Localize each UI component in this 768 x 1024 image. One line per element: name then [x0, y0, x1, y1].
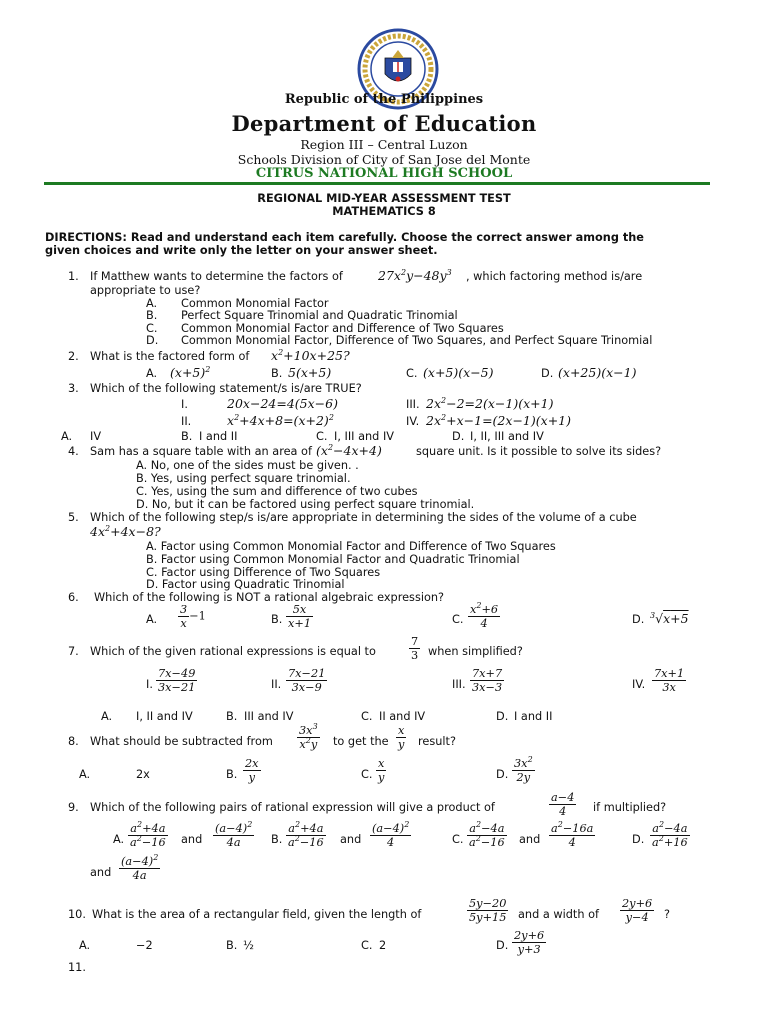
q8-text-c: result?	[418, 735, 456, 748]
q3-statement-iv: $2x^2+x-1=(2x-1)(x+1)$	[426, 413, 572, 428]
q9-option-a-first: $\frac{a^2+4a}{a^2-16}$	[130, 820, 166, 849]
q10-option-d: $\frac{2y+6}{y+3}$	[514, 929, 545, 956]
q10-option-d-letter: D.	[496, 939, 509, 952]
q3-answer-b: I and II	[199, 430, 238, 443]
q9-option-d-first: $\frac{a^2-4a}{a^2+16}$	[652, 820, 688, 849]
q8-option-c-letter: C.	[361, 768, 373, 781]
q1-option-c: Common Monomial Factor and Difference of Two Squares	[181, 322, 504, 335]
q8-option-a-letter: A.	[79, 768, 91, 781]
q7-expr-ii-label: II.	[271, 678, 282, 691]
q2-option-c: (x+5)(x−5)	[423, 365, 494, 380]
q5-expression: $4x^2+4x-8$?	[90, 524, 161, 539]
q10-option-b: ½	[243, 939, 254, 952]
q10-text-b: and a width of	[518, 908, 599, 921]
q1-text-a: If Matthew wants to determine the factors of	[90, 270, 343, 283]
q7-answer-c-letter: C.	[361, 710, 373, 723]
q3-statement-iii: $2x^2-2=2(x-1)(x+1)$	[426, 396, 554, 411]
q5-option-a: A. Factor using Common Monomial Factor and Difference of Two Squares	[146, 540, 556, 553]
q7-expr-ii: $\frac{7x-21}{3x-9}$	[288, 667, 326, 694]
q3-statement-ii-label: II.	[181, 415, 192, 428]
q3-statement-iii-label: III.	[406, 398, 420, 411]
q9-option-c-second: $\frac{a^2-16a}{4}$	[551, 820, 594, 849]
q8-option-b: $\frac{2x}{y}$	[245, 757, 259, 784]
q1-expression: $27x^2y-48y^3$	[378, 268, 452, 283]
q10-number: 10.	[68, 908, 86, 921]
q4-option-c: C. Yes, using the sum and difference of two cubes	[136, 485, 418, 498]
q8-number: 8.	[68, 735, 79, 748]
q3-number: 3.	[68, 382, 79, 395]
q9-option-b-second: $\frac{(a-4)^2}{4}$	[372, 820, 410, 849]
q8-option-a: 2x	[136, 768, 150, 781]
q8-expression: $\frac{3x^3}{x^2y}$	[299, 722, 318, 751]
q9-option-d-letter: D.	[632, 833, 645, 846]
region-line: Region III – Central Luzon	[300, 137, 468, 152]
q3-answer-a-letter: A.	[61, 430, 73, 443]
q9-product: $\frac{a-4}{4}$	[551, 791, 575, 818]
q9-option-c-letter: C.	[452, 833, 464, 846]
q9-text-b: if multiplied?	[593, 801, 667, 814]
q9-number: 9.	[68, 801, 79, 814]
q6-text: Which of the following is NOT a rational algebraic expression?	[94, 591, 445, 604]
q10-option-c-letter: C.	[361, 939, 373, 952]
q1-option-b: Perfect Square Trinomial and Quadratic Trinomial	[181, 309, 458, 322]
q1-option-b-letter: B.	[146, 309, 158, 322]
q3-answer-d-letter: D.	[452, 430, 465, 443]
q7-answer-a-letter: A.	[101, 710, 113, 723]
q3-statement-i-label: I.	[181, 398, 188, 411]
q4-option-d: D. No, but it can be factored using perfect square trinomial.	[136, 498, 475, 511]
q2-number: 2.	[68, 350, 79, 363]
q6-option-b: $\frac{5x}{x+1}$	[288, 603, 312, 630]
q2-option-d-letter: D.	[541, 367, 554, 380]
q7-target: $\frac{7}{3}$	[411, 635, 419, 662]
q11-number: 11.	[68, 961, 86, 974]
q4-option-a: A. No, one of the sides must be given. .	[136, 459, 359, 472]
q7-expr-iv: $\frac{7x+1}{3x}$	[654, 667, 685, 694]
q8-text-a: What should be subtracted from	[90, 735, 273, 748]
q2-option-b-letter: B.	[271, 367, 283, 380]
q4-text-b: square unit. Is it possible to solve its sides?	[416, 445, 662, 458]
q2-option-a-letter: A.	[146, 367, 158, 380]
q4-text-a: Sam has a square table with an area of	[90, 445, 312, 458]
q6-number: 6.	[68, 591, 79, 604]
q5-text: Which of the following step/s is/are appropriate in determining the sides of the volume of a cube	[90, 511, 637, 524]
q8-option-d: $\frac{3x^2}{2y}$	[514, 755, 533, 784]
q9-option-a-letter: A.	[113, 833, 125, 846]
q4-expression: $(x^2-4x+4)$	[316, 443, 382, 458]
q9-option-d-second: $\frac{(a-4)^2}{4a}$	[121, 853, 159, 882]
q2-option-a: $(x+5)^2$	[170, 365, 211, 380]
q8-option-d-letter: D.	[496, 768, 509, 781]
q1-option-c-letter: C.	[146, 322, 158, 335]
test-title: REGIONAL MID-YEAR ASSESSMENT TEST	[257, 192, 511, 205]
q4-option-b: B. Yes, using perfect square trinomial.	[136, 472, 351, 485]
q1-option-a-letter: A.	[146, 297, 158, 310]
q2-option-b: 5(x+5)	[288, 365, 332, 380]
q10-option-c: 2	[379, 939, 387, 952]
q2-expression: $x^2+10x+25$?	[271, 348, 350, 363]
q8-text-b: to get the	[333, 735, 389, 748]
q10-option-a-letter: A.	[79, 939, 91, 952]
q9-option-b-letter: B.	[271, 833, 283, 846]
q5-option-d: D. Factor using Quadratic Trinomial	[146, 578, 345, 591]
q9-option-c-first: $\frac{a^2-4a}{a^2-16}$	[469, 820, 505, 849]
q2-text: What is the factored form of	[90, 350, 250, 363]
q7-answer-d-letter: D.	[496, 710, 509, 723]
q1-text-b: , which factoring method is/are	[466, 270, 643, 283]
q9-text-a: Which of the following pairs of rational expression will give a product of	[90, 801, 495, 814]
q6-option-b-letter: B.	[271, 613, 283, 626]
q5-option-b: B. Factor using Common Monomial Factor and Quadratic Trinomial	[146, 553, 520, 566]
q7-number: 7.	[68, 645, 79, 658]
q1-number: 1.	[68, 270, 79, 283]
q6-option-d-letter: D.	[632, 613, 645, 626]
q9-option-b-and: and	[340, 833, 362, 846]
q10-width: $\frac{2y+6}{y-4}$	[622, 897, 653, 924]
q9-option-d-and: and	[90, 866, 112, 879]
header-divider	[44, 182, 710, 185]
q1-option-d-letter: D.	[146, 334, 159, 347]
q7-answer-b: III and IV	[244, 710, 294, 723]
q9-option-c-and: and	[519, 833, 541, 846]
q3-answer-c-letter: C.	[316, 430, 328, 443]
q10-length: $\frac{5y-20}{5y+15}$	[469, 897, 507, 924]
directions-line-1: DIRECTIONS: Read and understand each item carefully. Choose the correct answer among the	[45, 231, 644, 244]
q9-option-a-and: and	[181, 833, 203, 846]
q7-expr-iv-label: IV.	[632, 678, 646, 691]
q9-option-b-first: $\frac{a^2+4a}{a^2-16}$	[288, 820, 324, 849]
q2-option-d: (x+25)(x−1)	[558, 365, 637, 380]
q9-option-a-second: $\frac{(a-4)^2}{4a}$	[215, 820, 253, 849]
q7-text-b: when simplified?	[428, 645, 523, 658]
q3-statement-ii: $x^2+4x+8=(x+2)^2$	[227, 413, 334, 428]
q7-expr-i: $\frac{7x-49}{3x-21}$	[158, 667, 196, 694]
directions-line-2: given choices and write only the letter on your answer sheet.	[45, 244, 438, 257]
q2-option-c-letter: C.	[406, 367, 418, 380]
q6-option-c: $\frac{x^2+6}{4}$	[470, 601, 499, 630]
q7-expr-i-label: I.	[146, 678, 153, 691]
department-name: Department of Education	[231, 111, 537, 136]
q10-option-b-letter: B.	[226, 939, 238, 952]
test-subject: MATHEMATICS 8	[332, 205, 436, 218]
q3-answer-d: I, II, III and IV	[470, 430, 544, 443]
q3-answer-b-letter: B.	[181, 430, 193, 443]
q8-option-b-letter: B.	[226, 768, 238, 781]
q1-option-d: Common Monomial Factor, Difference of Two Squares, and Perfect Square Trinomial	[181, 334, 653, 347]
q7-expr-iii-label: III.	[452, 678, 466, 691]
q8-option-c: $\frac{x}{y}$	[378, 757, 385, 784]
q6-option-d: $^3$√x+5	[650, 611, 689, 626]
q6-option-a: $\frac{3}{x}$ −1	[180, 603, 206, 630]
q10-text-c: ?	[664, 908, 670, 921]
q3-statement-iv-label: IV.	[406, 415, 420, 428]
q10-option-a: −2	[136, 939, 153, 952]
q3-answer-a: IV	[90, 430, 102, 443]
republic-line: Republic of the Philippines	[284, 92, 484, 107]
division-line: Schools Division of City of San Jose del Monte	[237, 152, 531, 167]
q7-answer-d: I and II	[514, 710, 553, 723]
q10-text-a: What is the area of a rectangular field, given the length of	[92, 908, 422, 921]
q7-text-a: Which of the given rational expressions is equal to	[90, 645, 376, 658]
q6-option-a-letter: A.	[146, 613, 158, 626]
q3-answer-c: I, III and IV	[334, 430, 395, 443]
q3-statement-i: 20x−24=4(5x−6)	[227, 396, 338, 411]
q5-number: 5.	[68, 511, 79, 524]
q7-answer-a: I, II and IV	[136, 710, 193, 723]
q3-text: Which of the following statement/s is/are TRUE?	[90, 382, 362, 395]
q6-option-c-letter: C.	[452, 613, 464, 626]
q7-answer-c: II and IV	[379, 710, 426, 723]
q4-number: 4.	[68, 445, 79, 458]
q8-result: $\frac{x}{y}$	[398, 724, 405, 751]
school-name: CITRUS NATIONAL HIGH SCHOOL	[255, 166, 513, 181]
q1-text-c: appropriate to use?	[90, 284, 201, 297]
q5-option-c: C. Factor using Difference of Two Squares	[146, 566, 381, 579]
q7-answer-b-letter: B.	[226, 710, 238, 723]
q7-expr-iii: $\frac{7x+7}{3x-3}$	[472, 667, 503, 694]
q1-option-a: Common Monomial Factor	[181, 297, 329, 310]
